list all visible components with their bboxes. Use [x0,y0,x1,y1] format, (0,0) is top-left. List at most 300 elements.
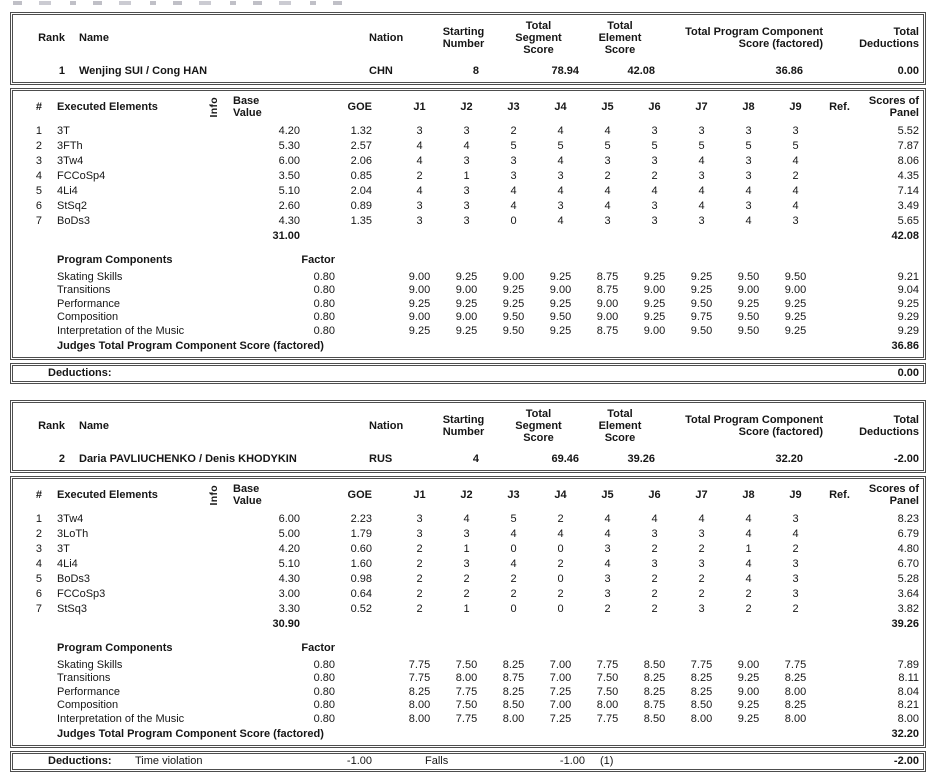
component-judge-score: 9.75 [690,311,713,324]
element-judge-score: 2 [510,573,517,586]
element-judge-score: 5 [604,140,611,152]
elements-panel-total: 42.08 [891,230,919,242]
element-name: BoDs3 [57,215,91,227]
element-info [200,542,228,557]
component-judge-score: 9.25 [690,271,713,283]
element-judge-score: 4 [792,155,799,167]
element-row [22,139,919,154]
component-judge-score: 9.25 [408,297,431,310]
component-judge-score: 9.25 [502,284,525,297]
base-value-label-line: Base [233,483,260,496]
element-judge-score: 2 [651,543,658,556]
component-factor: 0.80 [313,297,335,310]
element-goe: 1.35 [350,215,372,227]
element-panel-score: 6.70 [897,558,919,571]
component-judge-score: 9.25 [455,271,478,283]
total-deductions-label-line: Total [893,414,919,427]
component-judge-score: 8.00 [455,672,478,685]
component-judge-score: 9.25 [784,311,807,324]
total-deductions-label-line: Total [893,26,919,38]
total-pcs-label-line: Total Program Component [685,26,823,38]
element-judge-score: 3 [463,528,470,541]
element-judge-score: 3 [792,573,799,586]
deductions-label: Deductions: [48,755,112,768]
element-info [200,184,228,199]
component-judge-score: 7.75 [408,659,431,672]
element-judge-score: 2 [416,558,423,571]
element-number: 1 [35,125,42,137]
base-value-label [228,95,306,119]
element-base-value: 5.10 [278,558,300,571]
nation-label: Nation [369,32,404,44]
component-judge-score: 8.25 [784,699,807,712]
element-judge-score: 4 [604,513,611,526]
judge-5-label: J5 [601,489,614,502]
number-sign-label: # [35,489,42,502]
element-name: StSq2 [57,200,87,212]
element-ref [819,602,860,617]
element-judge-score: 4 [792,185,799,197]
element-judge-score: 2 [651,588,658,601]
elements-header [22,483,919,507]
rank-value: 1 [58,65,65,77]
element-judge-score: 3 [651,215,658,227]
element-goe: 2.57 [350,140,372,152]
element-judge-score: 3 [698,170,705,182]
component-judge-score: 8.00 [784,712,807,725]
starting-number-label-line: Starting [442,414,485,427]
element-goe: 0.89 [350,200,372,212]
element-ref [819,527,860,542]
element-judge-score: 3 [463,125,470,137]
element-panel-score: 3.49 [897,200,919,212]
element-judge-score: 0 [557,603,564,616]
name-label: Name [79,32,109,44]
component-judge-score: 8.00 [784,685,807,698]
element-goe: 1.60 [350,558,372,571]
element-judge-score: 3 [416,200,423,212]
element-judge-score: 3 [792,588,799,601]
component-judge-score: 8.25 [690,685,713,698]
element-number: 1 [35,513,42,526]
total-deductions-label [825,414,919,438]
element-judge-score: 3 [792,215,799,227]
element-panel-score: 7.87 [897,140,919,152]
component-ref [819,659,860,672]
element-info [200,124,228,139]
judge-7-label: J7 [695,101,708,113]
element-judge-score: 2 [792,543,799,556]
element-judge-score: 3 [745,200,752,212]
element-judge-score: 1 [463,170,470,182]
component-judge-score: 9.50 [784,271,807,283]
rank-label: Rank [38,32,65,44]
element-judge-score: 3 [604,155,611,167]
element-judge-score: 2 [792,170,799,182]
element-row [22,527,919,542]
component-judge-score: 9.50 [737,271,760,283]
judges-total-label: Judges Total Program Component Score (factored) [57,728,324,741]
element-judge-score: 4 [510,528,517,541]
component-name: Interpretation of the Music [57,324,185,337]
element-row [22,542,919,557]
total-segment-score-label [495,408,582,444]
element-row [22,154,919,169]
base-value-label-line: Base [233,95,260,107]
judge-3-label: J3 [507,101,520,113]
element-number: 6 [35,200,42,212]
component-factor: 0.80 [313,672,335,685]
base-value-total: 31.00 [272,230,300,242]
element-judge-score: 3 [604,573,611,586]
element-base-value: 4.30 [278,573,300,586]
element-name: 4Li4 [57,185,78,197]
component-judge-score: 9.50 [737,324,760,337]
element-number: 2 [35,528,42,541]
element-judge-score: 2 [416,588,423,601]
component-judge-score: 9.25 [455,324,478,337]
total-pcs-label [658,26,825,50]
component-judge-score: 7.50 [455,699,478,712]
total-element-score-label [582,20,658,56]
component-judge-score: 8.25 [690,672,713,685]
element-base-value: 3.50 [278,170,300,182]
component-row [22,311,919,324]
element-judge-score: 3 [416,125,423,137]
goe-label: GOE [347,101,372,113]
element-judge-score: 2 [698,588,705,601]
element-ref [819,139,860,154]
element-judge-score: 2 [745,603,752,616]
component-judge-score: 9.00 [549,284,572,297]
component-judge-score: 9.25 [784,324,807,337]
scores-of-panel-label [860,95,919,119]
deduction-value: -1.00 [346,755,372,768]
element-number: 3 [35,543,42,556]
component-judge-score: 9.50 [690,324,713,337]
component-name: Skating Skills [57,659,123,672]
element-judge-score: 2 [557,558,564,571]
element-judge-score: 4 [698,155,705,167]
element-judge-score: 4 [604,558,611,571]
total-pcs-value: 36.86 [775,65,803,77]
element-judge-score: 3 [698,215,705,227]
deductions-label: Deductions: [48,367,112,380]
element-judge-score: 2 [651,603,658,616]
element-judge-score: 3 [463,155,470,167]
element-judge-score: 4 [416,185,423,197]
rank-label: Rank [38,420,65,433]
component-judge-score: 9.00 [408,311,431,324]
component-judge-score: 9.25 [502,297,525,310]
element-judge-score: 4 [651,185,658,197]
judges-total-label: Judges Total Program Component Score (factored) [57,340,324,353]
element-judge-score: 3 [698,528,705,541]
element-judge-score: 2 [416,543,423,556]
element-judge-score: 1 [463,603,470,616]
element-judge-score: 2 [510,125,517,137]
executed-elements-label: Executed Elements [57,101,158,113]
element-judge-score: 2 [557,588,564,601]
element-name: 3Tw4 [57,155,84,167]
element-info [200,512,228,527]
element-judge-score: 4 [745,573,752,586]
component-judge-score: 7.75 [455,685,478,698]
judge-1-label: J1 [413,101,426,113]
element-judge-score: 4 [745,558,752,571]
element-judge-score: 5 [651,140,658,152]
component-judge-score: 8.75 [596,324,619,337]
judges-total-value: 32.20 [891,728,919,741]
total-element-score-label-line: Total [607,20,633,32]
component-judge-score: 9.25 [737,672,760,685]
element-judge-score: 3 [792,513,799,526]
element-goe: 2.04 [350,185,372,197]
ref-label: Ref. [829,489,850,502]
deduction-name: Time violation [135,755,203,768]
element-info [200,169,228,184]
total-element-score-label-line: Total [607,408,633,421]
component-judge-score: 8.00 [408,699,431,712]
component-panel-score: 8.21 [897,699,919,712]
total-segment-score-label-line: Score [523,44,554,56]
element-judge-score: 4 [557,155,564,167]
component-judge-score: 8.25 [502,685,525,698]
element-judge-score: 5 [745,140,752,152]
element-judge-score: 2 [463,588,470,601]
component-judge-score: 9.50 [690,297,713,310]
component-panel-score: 9.04 [897,284,919,297]
element-number: 6 [35,588,42,601]
element-base-value: 2.60 [278,200,300,212]
component-judge-score: 8.75 [502,672,525,685]
element-info [200,214,228,229]
component-judge-score: 9.00 [737,284,760,297]
element-row [22,587,919,602]
element-judge-score: 4 [416,140,423,152]
result-header-labels [22,20,919,56]
component-name: Performance [57,297,120,310]
ref-label: Ref. [829,101,850,113]
component-judge-score: 8.25 [643,672,666,685]
component-ref [819,672,860,685]
component-judge-score: 9.00 [455,311,478,324]
element-base-value: 4.20 [278,543,300,556]
cropped-page-title-fragment [13,1,358,5]
deduction-value: -1.00 [559,755,585,768]
component-judge-score: 9.25 [737,297,760,310]
component-judge-score: 7.25 [549,685,572,698]
element-number: 7 [35,215,42,227]
program-components-header [22,642,919,655]
total-deductions-label-line: Deductions [859,38,919,50]
element-name: FCCoSp4 [57,170,106,182]
total-segment-score-label [495,20,582,56]
component-judge-score: 7.75 [596,712,619,725]
component-factor: 0.80 [313,659,335,672]
elements-total-row [22,229,919,244]
element-judge-score: 5 [792,140,799,152]
element-goe: 0.98 [350,573,372,586]
element-goe: 0.60 [350,543,372,556]
total-segment-score-label-line: Total [525,20,552,32]
element-judge-score: 0 [510,215,517,227]
total-element-score-label-line: Element [598,420,642,433]
component-judge-score: 7.50 [455,659,478,672]
element-row [22,199,919,214]
program-components-label: Program Components [57,642,173,655]
base-value-label-line: Value [233,495,262,508]
component-judge-score: 7.50 [596,685,619,698]
element-ref [819,184,860,199]
component-name: Skating Skills [57,271,123,283]
element-goe: 2.23 [350,513,372,526]
element-panel-score: 5.65 [897,215,919,227]
total-deductions-value: -2.00 [893,453,919,466]
element-row [22,169,919,184]
scores-of-panel-label [860,483,919,507]
component-ref [819,686,860,699]
element-judge-score: 2 [651,170,658,182]
element-judge-score: 4 [792,200,799,212]
element-judge-score: 3 [651,200,658,212]
skater-name: Daria PAVLIUCHENKO / Denis KHODYKIN [79,453,297,466]
component-judge-score: 8.00 [596,699,619,712]
element-goe: 1.32 [350,125,372,137]
component-judge-score: 9.25 [549,297,572,310]
element-judge-score: 5 [510,140,517,152]
element-info [200,199,228,214]
component-factor: 0.80 [313,271,335,283]
starting-number-label-line: Number [442,38,485,50]
element-judge-score: 4 [604,200,611,212]
component-row [22,713,919,726]
element-judge-score: 3 [792,558,799,571]
total-segment-score-label-line: Total [525,408,552,421]
component-judge-score: 9.25 [784,297,807,310]
element-judge-score: 2 [463,573,470,586]
component-judge-score: 9.25 [643,271,666,283]
skater-name: Wenjing SUI / Cong HAN [79,65,208,77]
element-name: StSq3 [57,603,87,616]
element-name: 3T [57,125,70,137]
element-row [22,557,919,572]
elements-header [22,95,919,119]
total-segment-score-value: 69.46 [551,453,579,466]
component-row [22,298,919,311]
element-judge-score: 0 [557,573,564,586]
component-row [22,672,919,685]
element-judge-score: 2 [745,588,752,601]
result-header-labels [22,408,919,444]
score-detail [10,476,926,748]
element-judge-score: 2 [604,170,611,182]
rank-value: 2 [58,453,65,466]
element-panel-score: 3.82 [897,603,919,616]
scores-of-panel-label-line: Panel [889,495,919,508]
element-panel-score: 3.64 [897,588,919,601]
element-judge-score: 4 [745,528,752,541]
element-info [200,602,228,617]
element-info [200,154,228,169]
element-base-value: 3.30 [278,603,300,616]
element-judge-score: 3 [698,125,705,137]
element-judge-score: 3 [651,528,658,541]
element-judge-score: 3 [604,215,611,227]
element-ref [819,572,860,587]
element-name: 3T [57,543,70,556]
element-judge-score: 3 [651,125,658,137]
element-judge-score: 0 [557,543,564,556]
component-judge-score: 9.00 [596,297,619,310]
goe-label: GOE [347,489,372,502]
component-judge-score: 9.00 [408,271,431,283]
judge-3-label: J3 [507,489,520,502]
element-judge-score: 5 [557,140,564,152]
element-goe: 0.64 [350,588,372,601]
judges-total-row [22,339,919,353]
element-ref [819,587,860,602]
judges-total-row [22,727,919,741]
component-factor: 0.80 [313,685,335,698]
total-pcs-value: 32.20 [775,453,803,466]
program-components-header [22,254,919,267]
element-panel-score: 5.52 [897,125,919,137]
judge-8-label: J8 [742,101,755,113]
component-judge-score: 7.25 [549,712,572,725]
component-judge-score: 9.25 [455,297,478,310]
component-judge-score: 7.75 [408,672,431,685]
element-judge-score: 3 [651,155,658,167]
judge-8-label: J8 [742,489,755,502]
element-number: 4 [35,558,42,571]
number-sign-label: # [35,101,42,113]
element-base-value: 3.00 [278,588,300,601]
element-judge-score: 4 [557,185,564,197]
total-segment-score-label-line: Segment [515,32,562,44]
element-panel-score: 8.06 [897,155,919,167]
component-judge-score: 9.00 [784,284,807,297]
element-judge-score: 3 [604,588,611,601]
scores-of-panel-label-line: Scores of [868,483,919,496]
component-ref [819,298,860,311]
element-judge-score: 4 [557,215,564,227]
starting-number-value: 4 [472,453,479,466]
component-judge-score: 9.25 [549,324,572,337]
component-judge-score: 9.25 [690,284,713,297]
element-judge-score: 4 [557,125,564,137]
element-ref [819,214,860,229]
total-element-score-label-line: Element [598,32,642,44]
total-pcs-label-line: Score (factored) [738,38,823,50]
total-deductions-label [825,26,919,50]
component-judge-score: 9.25 [643,297,666,310]
element-judge-score: 4 [510,558,517,571]
element-judge-score: 0 [510,543,517,556]
component-name: Composition [57,699,119,712]
element-panel-score: 8.23 [897,513,919,526]
component-judge-score: 8.50 [643,712,666,725]
factor-label: Factor [301,254,335,266]
info-label: Info [208,96,220,118]
starting-number-label [432,414,495,438]
deductions-row [10,363,926,384]
total-segment-score-label-line: Segment [515,420,562,433]
element-ref [819,542,860,557]
component-judge-score: 9.00 [455,284,478,297]
component-judge-score: 8.75 [596,271,619,283]
component-factor: 0.80 [313,699,335,712]
